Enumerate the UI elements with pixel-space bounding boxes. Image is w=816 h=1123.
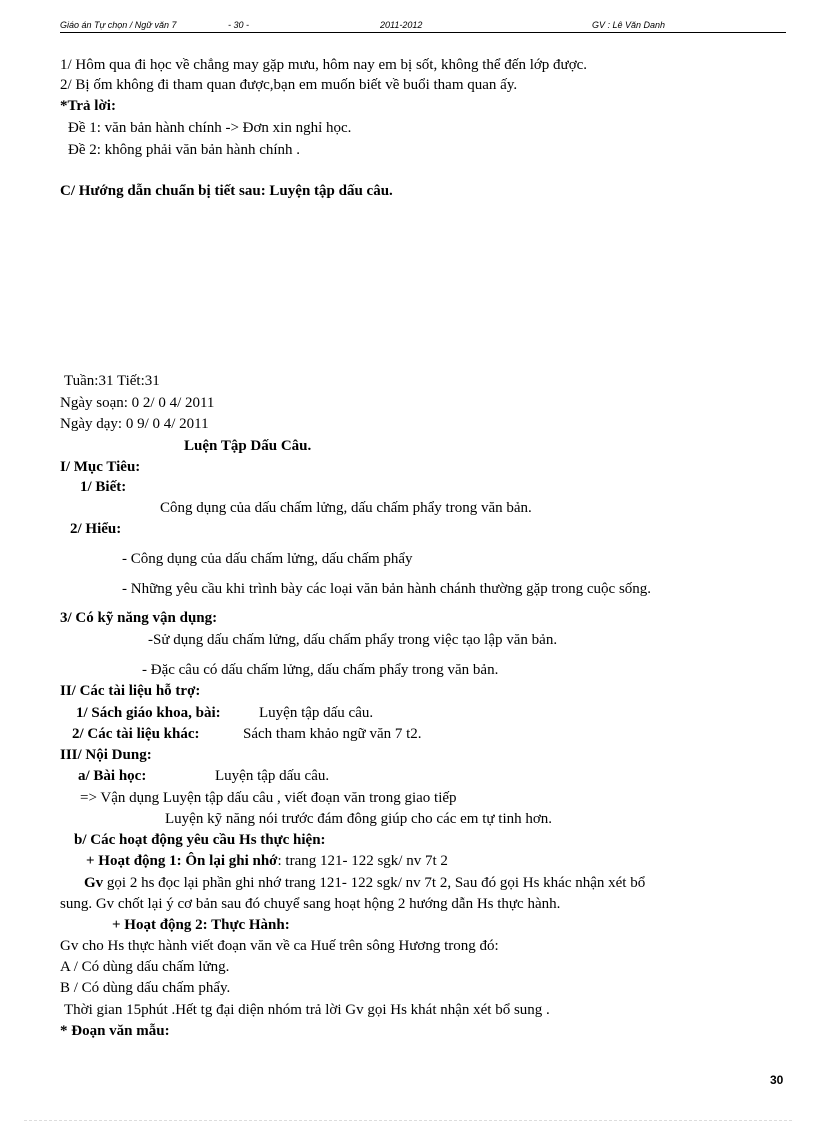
lesson-title: Luện Tập Dấu Câu. <box>184 438 312 454</box>
teacher-label: Gv <box>84 875 104 891</box>
text-line: B / Có dùng dấu chấm phẩy. <box>60 980 231 996</box>
sub-heading: 2/ Các tài liệu khác: <box>72 726 200 742</box>
page-header <box>60 18 786 33</box>
text-line: A / Có dùng dấu chấm lửng. <box>60 959 230 975</box>
section-heading: I/ Mục Tiêu: <box>60 459 141 475</box>
footer-divider <box>24 1120 792 1121</box>
text-line: sung. Gv chốt lại ý cơ bản sau đó chuyể sang hoạt hộng 2 hướng dẫn Hs thực hành. <box>60 896 561 912</box>
header-year: 2011-2012 <box>380 20 423 30</box>
activity-label: + Hoạt động 1: Ôn lại ghi nhớ <box>86 853 278 869</box>
text-line: *Trả lời: <box>60 98 116 114</box>
text-line: - Công dụng của dấu chấm lửng, dấu chấm phẩy <box>122 551 413 567</box>
text-line: Tuần:31 Tiết:31 <box>64 373 160 389</box>
header-page: - 30 - <box>228 20 250 30</box>
header-subject: Giáo án Tự chọn / Ngữ văn 7 <box>60 20 177 30</box>
header-teacher: GV : Lê Văn Danh <box>592 20 666 30</box>
text-line: Sách tham khảo ngữ văn 7 t2. <box>243 726 422 742</box>
text-line: Công dụng của dấu chấm lửng, dấu chấm phẩy trong văn bản. <box>160 500 532 516</box>
sub-heading: 2/ Hiểu: <box>70 521 122 537</box>
sub-heading: 1/ Biết: <box>80 479 127 495</box>
text-line: Thời gian 15phút .Hết tg đại diện nhóm trả lời Gv gọi Hs khát nhận xét bổ sung . <box>64 1002 550 1018</box>
text-line: Đề 2: không phải văn bản hành chính . <box>68 142 301 158</box>
sub-heading: 1/ Sách giáo khoa, bài: <box>76 705 221 721</box>
text-line <box>86 852 448 870</box>
sub-heading: + Hoạt động 2: Thực Hành: <box>112 917 290 933</box>
text-line: Ngày dạy: 0 9/ 0 4/ 2011 <box>60 416 209 432</box>
teacher-text: gọi 2 hs đọc lại phần ghi nhớ trang 121- 122 sgk/ nv 7t 2, Sau đó gọi Hs khác nhận xét bổ <box>103 875 646 891</box>
sub-heading: b/ Các hoạt động yêu cầu Hs thực hiện: <box>74 832 326 848</box>
section-heading: * Đoạn văn mẫu: <box>60 1023 170 1039</box>
text-line: Ngày soạn: 0 2/ 0 4/ 2011 <box>60 395 215 411</box>
text-line: Luyện kỹ năng nói trước đám đông giúp cho các em tự tinh hơn. <box>165 811 553 827</box>
sub-heading: a/ Bài học: <box>78 768 147 784</box>
section-heading: III/ Nội Dung: <box>60 747 152 763</box>
sub-heading: 3/ Có kỹ năng vận dụng: <box>60 610 218 626</box>
text-line <box>84 874 645 892</box>
text-line: - Đặc câu có dấu chấm lửng, dấu chấm phẩy trong văn bản. <box>142 662 499 678</box>
text-line: - Những yêu cầu khi trình bày các loại văn bản hành chánh thường gặp trong cuộc sống. <box>122 581 652 597</box>
page-number: 30 <box>770 1073 784 1087</box>
section-heading: II/ Các tài liệu hỗ trợ: <box>60 683 201 699</box>
text-line: 1/ Hôm qua đi học về chẳng may gặp mưu, hôm nay em bị sốt, không thể đến lớp được. <box>60 57 588 73</box>
text-line: -Sử dụng dấu chấm lửng, dấu chấm phẩy trong việc tạo lập văn bản. <box>148 632 558 648</box>
text-line: Luyện tập dấu câu. <box>259 705 374 721</box>
text-line: Luyện tập dấu câu. <box>215 768 330 784</box>
text-line: Đề 1: văn bản hành chính -> Đơn xin nghỉ học. <box>68 120 352 136</box>
activity-detail: : trang 121- 122 sgk/ nv 7t 2 <box>277 853 448 869</box>
text-line: 2/ Bị ốm không đi tham quan được,bạn em muốn biết về buổi tham quan ấy. <box>60 77 518 93</box>
text-line: Gv cho Hs thực hành viết đoạn văn về ca Huế trên sông Hương trong đó: <box>60 938 499 954</box>
text-line: => Vận dụng Luyện tập dấu câu , viết đoạn văn trong giao tiếp <box>80 790 457 806</box>
section-heading: C/ Hướng dẫn chuẩn bị tiết sau: Luyện tập dấu câu. <box>60 183 393 199</box>
